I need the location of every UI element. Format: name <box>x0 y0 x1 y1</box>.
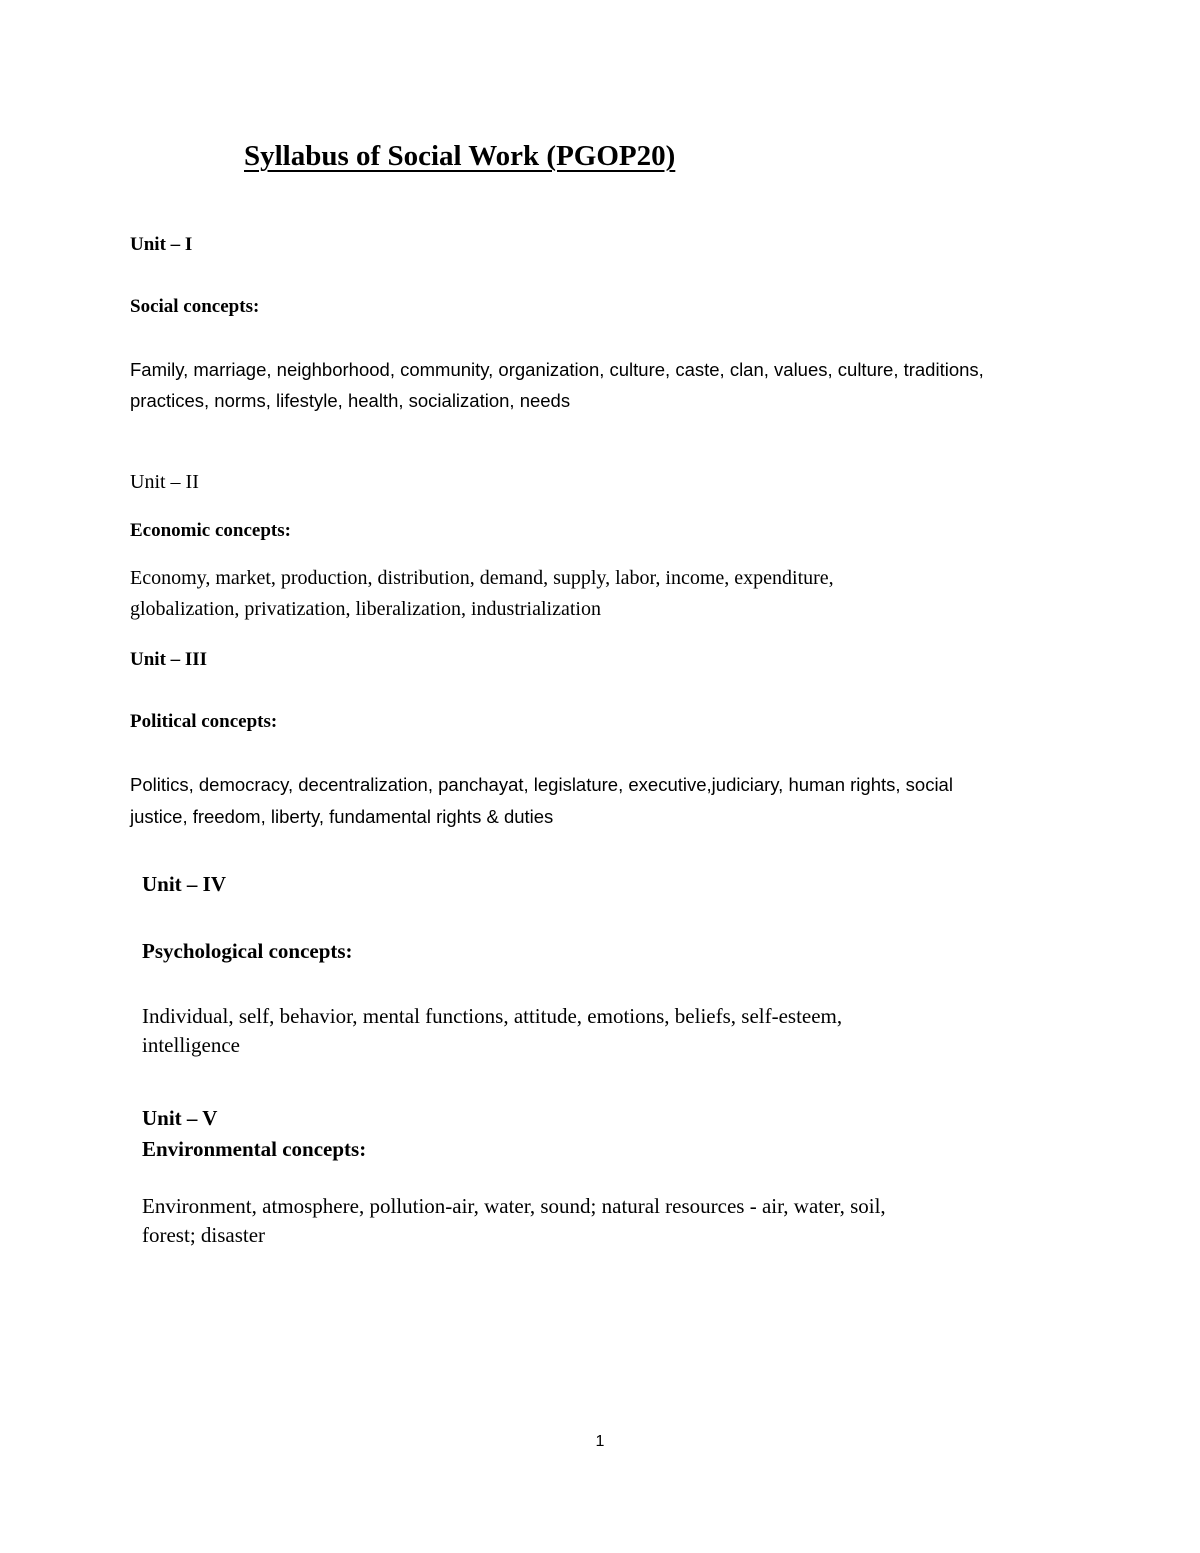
unit-1-label: Unit – I <box>130 234 193 255</box>
unit-3-text-line-2: justice, freedom, liberty, fundamental rights & duties <box>130 806 554 827</box>
unit-2-label: Unit – II <box>130 471 199 493</box>
unit-4-text-line-2: intelligence <box>142 1033 240 1057</box>
document-title: Syllabus of Social Work (PGOP20) <box>244 140 676 172</box>
unit-2-text-line-1: Economy, market, production, distribution, demand, supply, labor, income, expenditure, <box>130 567 834 589</box>
unit-3-label: Unit – III <box>130 649 208 670</box>
unit-5-label: Unit – V <box>142 1106 218 1130</box>
unit-1-heading: Social concepts: <box>130 296 260 317</box>
unit-5-text-line-1: Environment, atmosphere, pollution-air, water, sound; natural resources - air, water, soil, <box>142 1194 886 1218</box>
page-number: 1 <box>595 1433 605 1450</box>
unit-4-text-line-1: Individual, self, behavior, mental functions, attitude, emotions, beliefs, self-esteem, <box>142 1004 843 1028</box>
unit-2-text-line-2: globalization, privatization, liberalization, industrialization <box>130 598 601 620</box>
unit-2-heading: Economic concepts: <box>130 520 291 541</box>
unit-3-heading: Political concepts: <box>130 711 278 732</box>
unit-4-label: Unit – IV <box>142 872 227 896</box>
unit-1-text-line-2: practices, norms, lifestyle, health, socialization, needs <box>130 390 571 411</box>
unit-5-heading: Environmental concepts: <box>142 1137 367 1161</box>
unit-5-text-line-2: forest; disaster <box>142 1223 266 1247</box>
unit-4-heading: Psychological concepts: <box>142 939 353 963</box>
unit-1-text-line-1: Family, marriage, neighborhood, community, organization, culture, caste, clan, values, culture, traditions, <box>130 359 984 380</box>
unit-3-text-line-1: Politics, democracy, decentralization, panchayat, legislature, executive,judiciary, human rights, social <box>130 774 953 795</box>
